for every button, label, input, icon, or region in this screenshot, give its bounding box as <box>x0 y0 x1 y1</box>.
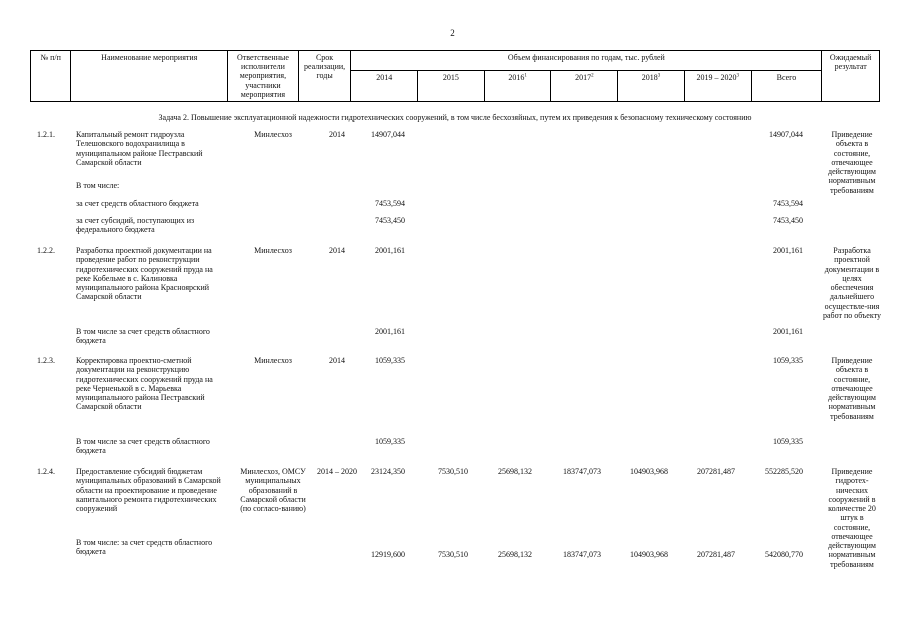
amount-cell: 7453,450 <box>773 216 803 225</box>
sub-row-name: В том числе: <box>76 181 120 190</box>
amount-cell: 207281,487 <box>697 467 735 476</box>
item-term: 2014 <box>329 356 345 365</box>
amount-cell: 7530,510 <box>438 550 468 559</box>
year-header: 2018$^3$ <box>618 70 685 101</box>
item-term: 2014 – 2020 <box>317 467 357 476</box>
year-header: 2019 – 2020$^3$ <box>684 70 751 101</box>
amount-cell: 25698,132 <box>498 467 532 476</box>
amount-cell: 2001,161 <box>773 327 803 336</box>
item-term: 2014 <box>329 246 345 255</box>
header-table <box>30 50 880 102</box>
item-responsible: Минлесхоз, ОМСУ муниципальных образований в Самарской области (по согласо-ванию) <box>240 467 306 514</box>
item-number: 1.2.1. <box>37 130 55 139</box>
item-number: 1.2.4. <box>37 467 55 476</box>
amount-cell: 7453,594 <box>773 199 803 208</box>
sub-row-name: В том числе: за счет средств областного бюджета <box>76 538 213 557</box>
col-result-header: Ожидаемый результат <box>822 51 880 102</box>
col-term-header: Срок реализации, годы <box>298 51 351 102</box>
amount-cell: 1059,335 <box>773 437 803 446</box>
item-result: Приведение объекта в состояние, отвечающее действующим нормативным требованиям <box>828 130 876 195</box>
item-responsible: Минлесхоз <box>254 356 292 365</box>
item-result: Разработка проектной документации в целях обеспечения дальнейшего осуществле-ния работ по объекту <box>822 246 882 320</box>
amount-cell: 183747,073 <box>563 550 601 559</box>
amount-cell: 552285,520 <box>765 467 803 476</box>
task-title: Задача 2. Повышение эксплуатационной надежности гидротехнических сооружений, в том числе бесхозяйных, путем их приведения к безопасному техническому состоянию <box>158 113 752 122</box>
sub-row-name: В том числе за счет средств областного бюджета <box>76 437 210 456</box>
amount-cell: 14907,044 <box>371 130 405 139</box>
amount-cell: 1059,335 <box>375 437 405 446</box>
item-name: Капитальный ремонт гидроузла Телешовского водохранилища в муниципальном районе Пестравский Самарской области <box>76 130 203 167</box>
amount-cell: 542080,770 <box>765 550 803 559</box>
item-name: Предоставление субсидий бюджетам муниципальных образований в Самарской области на проектирование и проведение капитального ремонта гидротехнических сооружений <box>76 467 221 514</box>
sub-row-name: В том числе за счет средств областного бюджета <box>76 327 210 346</box>
amount-cell: 12919,600 <box>371 550 405 559</box>
amount-cell: 183747,073 <box>563 467 601 476</box>
amount-cell: 2001,161 <box>375 327 405 336</box>
amount-cell: 1059,335 <box>375 356 405 365</box>
amount-cell: 104903,968 <box>630 550 668 559</box>
year-header: Всего <box>751 70 822 101</box>
year-header: 2017$^2$ <box>551 70 618 101</box>
amount-cell: 2001,161 <box>773 246 803 255</box>
item-responsible: Минлесхоз <box>254 246 292 255</box>
year-header: 2016$^1$ <box>484 70 551 101</box>
col-num-header: № п/п <box>31 51 71 102</box>
amount-cell: 104903,968 <box>630 467 668 476</box>
amount-cell: 7530,510 <box>438 467 468 476</box>
amount-cell: 1059,335 <box>773 356 803 365</box>
item-responsible: Минлесхоз <box>254 130 292 139</box>
item-name: Корректировка проектно-сметной документации на реконструкцию гидротехнических сооружений пруда на реке Черненькой в с. Марьевка муниципального района Пестравский Самарской области <box>76 356 213 412</box>
year-header: 2015 <box>418 70 485 101</box>
item-number: 1.2.3. <box>37 356 55 365</box>
year-header: 2014 <box>351 70 418 101</box>
amount-cell: 14907,044 <box>769 130 803 139</box>
col-fin-header: Объем финансирования по годам, тыс. рублей <box>351 51 822 71</box>
item-result: Приведение гидротех-нических сооружений в количестве 20 штук в состояние, отвечающее действующим нормативным требованиям <box>828 467 876 569</box>
amount-cell: 25698,132 <box>498 550 532 559</box>
amount-cell: 7453,594 <box>375 199 405 208</box>
amount-cell: 23124,350 <box>371 467 405 476</box>
item-term: 2014 <box>329 130 345 139</box>
item-name: Разработка проектной документации на проведение работ по реконструкции гидротехнических сооружений пруда на реке Кобельме в с. Калиновка муниципального района Красноярский Самарской области <box>76 246 213 302</box>
col-name-header: Наименование мероприятия <box>71 51 228 102</box>
col-resp-header: Ответственные исполнители мероприятия, участники мероприятия <box>228 51 299 102</box>
amount-cell: 2001,161 <box>375 246 405 255</box>
sub-row-name: за счет субсидий, поступающих из федерального бюджета <box>76 216 195 235</box>
item-number: 1.2.2. <box>37 246 55 255</box>
item-result: Приведение объекта в состояние, отвечающее действующим нормативным требованиям <box>828 356 876 421</box>
sub-row-name: за счет средств областного бюджета <box>76 199 199 208</box>
page-number: 2 <box>450 28 455 38</box>
amount-cell: 7453,450 <box>375 216 405 225</box>
amount-cell: 207281,487 <box>697 550 735 559</box>
